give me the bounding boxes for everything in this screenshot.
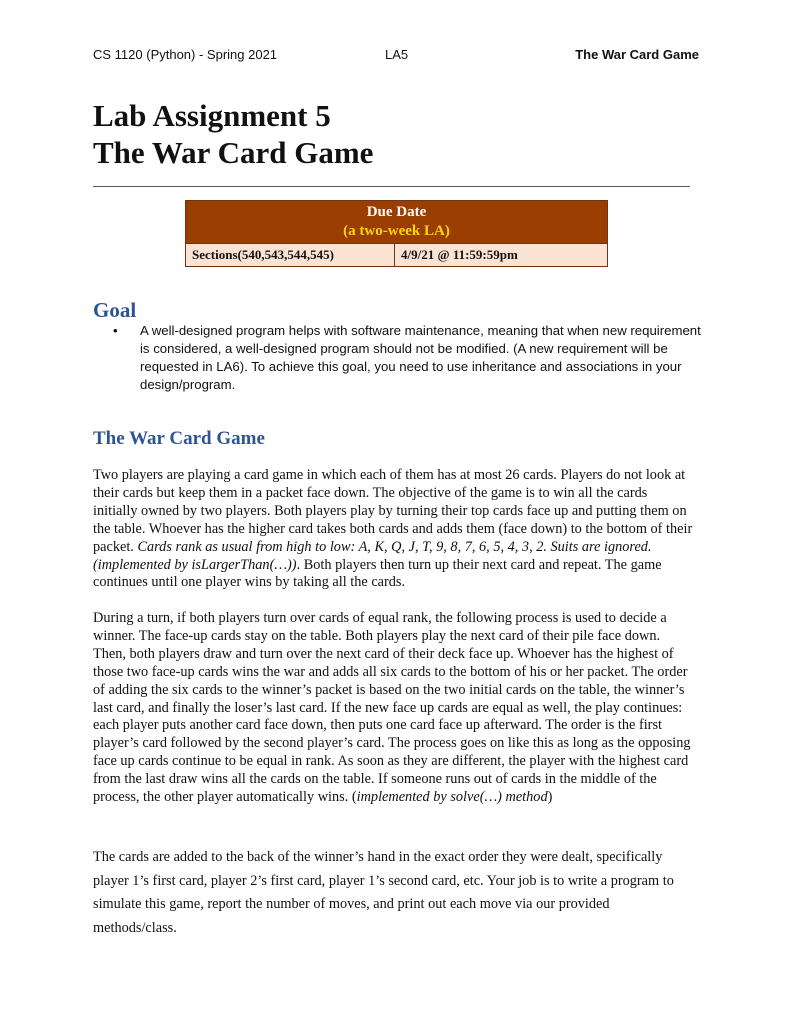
rules-p1-text-a: Two players are playing a card game in which each of them has at most 26 cards. Players do not look at their cards but keep them in a packet face down. The objective of the game is to win all the cards initially owned by two players. Both players play by turning their top cards face up and putting them on the table. Whoever has the higher card takes both cards and adds them (face down) to the bottom of their packet. bbox=[93, 467, 693, 555]
due-date-row bbox=[186, 243, 607, 266]
goal-heading: Goal bbox=[93, 298, 137, 322]
due-date-heading: Due Date bbox=[366, 204, 427, 220]
rules-paragraph-1 bbox=[93, 467, 693, 592]
rules-paragraph-3: The cards are added to the back of the winner’s hand in the exact order they were dealt, specifically player 1’s first card, player 2’s first card, player 1’s second card, etc. Your job is to write a program to simulate this game, report the number of moves, and print out each move via our provided methods/class. bbox=[93, 849, 674, 936]
rules-p1-italic: Cards rank as usual from high to low: A, K, Q, J, T, 9, 8, 7, 6, 5, 4, 3, 2. Suits are ignored. (implemented by isLargerThan(…)) bbox=[93, 538, 652, 573]
title-line-2: The War Card Game bbox=[93, 135, 374, 170]
due-sections-cell: Sections(540,543,544,545) bbox=[186, 244, 395, 266]
due-date-cell: 4/9/21 @ 11:59:59pm bbox=[401, 247, 518, 262]
rules-paragraph-2 bbox=[93, 610, 693, 807]
due-date-header bbox=[186, 201, 607, 243]
header-topic: The War Card Game bbox=[575, 47, 699, 62]
page-header bbox=[93, 47, 699, 67]
due-date-table bbox=[185, 200, 608, 267]
due-date-subheading: (a two-week LA) bbox=[343, 223, 450, 239]
rules-p2-italic: implemented by solve(…) method bbox=[356, 789, 548, 806]
rules-p1-text-b: . Both players then turn up their next card and repeat. The game continues until one player wins by taking all the cards. bbox=[93, 556, 662, 591]
title-line-1: Lab Assignment 5 bbox=[93, 98, 331, 133]
bullet-marker: • bbox=[113, 323, 118, 338]
rules-p2-text-b: ) bbox=[547, 789, 553, 806]
goal-bullet-text: A well-designed program helps with software maintenance, meaning that when new requirement is considered, a well-designed program should not be modified. (A new requirement will be requested in LA6). To achieve this goal, you need to use inheritance and associations in your design/program. bbox=[140, 323, 701, 392]
header-course: CS 1120 (Python) - Spring 2021 bbox=[93, 47, 278, 62]
header-assignment-code: LA5 bbox=[385, 47, 409, 62]
title-divider bbox=[93, 186, 690, 187]
document-title bbox=[93, 97, 373, 171]
rules-p2-text-a: During a turn, if both players turn over cards of equal rank, the following process is used to decide a winner. The face-up cards stay on the table. Both players play the next card of their pile face down. Then, both players draw and turn over the next card of their deck face up. Whoever has the highest of those two face-up cards wins the war and adds all six cards to the bottom of his or her packet. The order of adding the six cards to the winner’s packet is based on the two initial cards on the table, the winner’s last card, and finally the loser’s last card. If the new face up cards are equal as well, the play continues: each player puts another card face down, then puts one card face up afterward. The order is the first player’s card followed by the second player’s card. The process goes on like this as long as the opposing face up cards continue to be equal in rank. As soon as they are different, the player with the highest card from the last draw wins all the cards on the table. If someone runs out of cards in the middle of the process, the other player automatically wins. ( bbox=[93, 610, 691, 806]
war-card-game-heading: The War Card Game bbox=[93, 428, 265, 449]
